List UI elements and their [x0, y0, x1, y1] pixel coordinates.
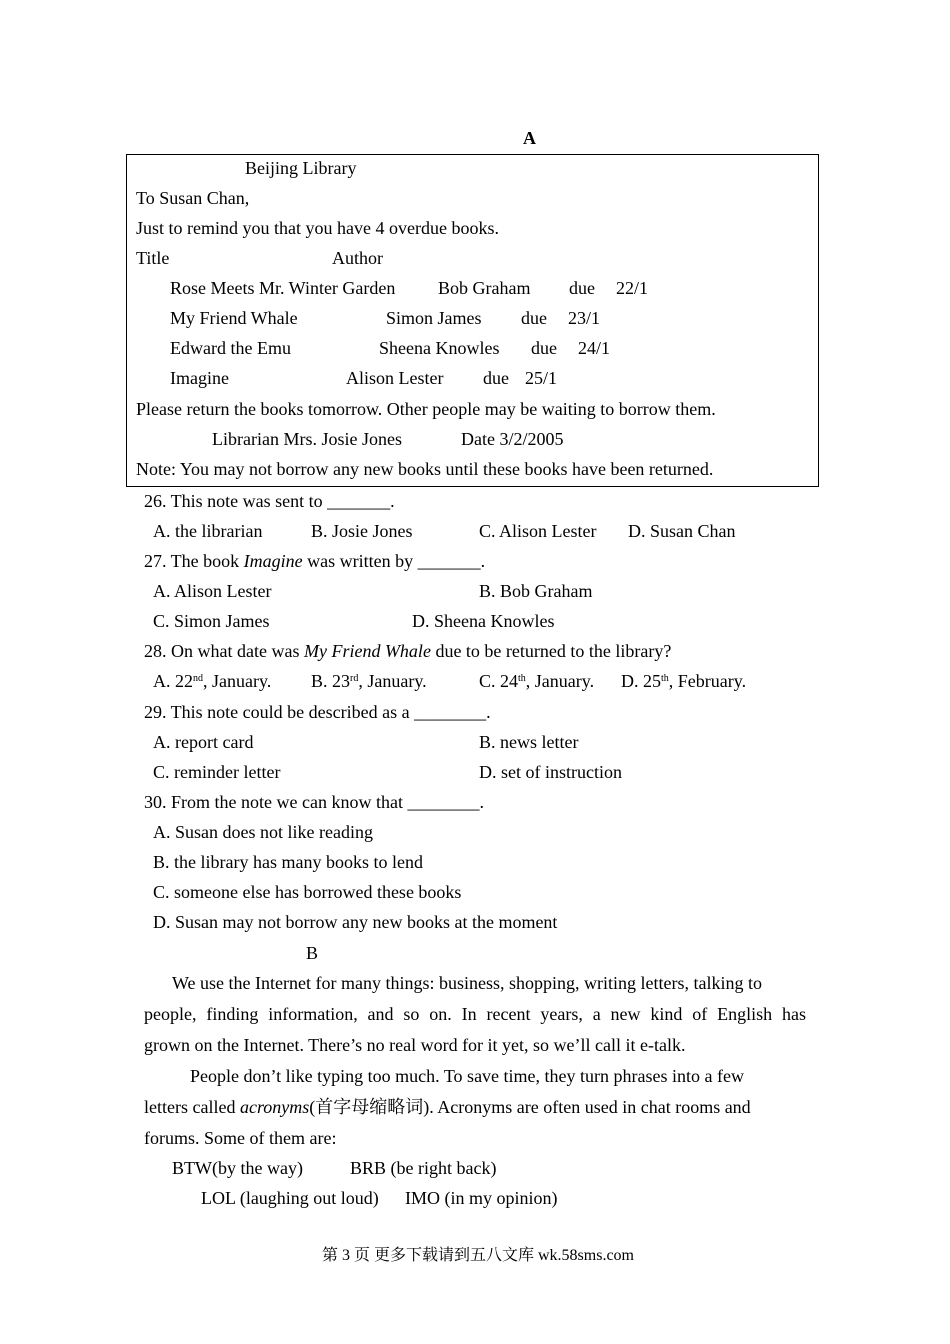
question-28: 28. On what date was My Friend Whale due to be returned to the library?: [144, 641, 672, 661]
paragraph-1-line-1: We use the Internet for many things: business, shopping, writing letters, talking to: [172, 973, 762, 993]
book-due-date: 22/1: [616, 278, 649, 298]
question-29: 29. This note could be described as a ________.: [144, 702, 491, 722]
q28-option-d: D. 25th, February.: [621, 671, 747, 691]
q27-option-c: C. Simon James: [153, 611, 270, 631]
book-author: Simon James: [386, 308, 482, 328]
page-footer: 第 3 页 更多下载请到五八文库 wk.58sms.com: [322, 1247, 635, 1264]
book-due-date: 23/1: [568, 308, 601, 328]
q28-option-b: B. 23rd, January.: [311, 671, 427, 691]
due-label: due: [483, 368, 509, 388]
library-name: Beijing Library: [245, 158, 357, 178]
paragraph-2-line-3: forums. Some of them are:: [144, 1128, 337, 1148]
q28-option-a: A. 22nd, January.: [153, 671, 272, 691]
book-author: Bob Graham: [438, 278, 531, 298]
q30-option-d: D. Susan may not borrow any new books at the moment: [153, 912, 558, 932]
book-title: Imagine: [170, 368, 229, 388]
notice-intro: Just to remind you that you have 4 overdue books.: [136, 218, 499, 238]
q28-option-c: C. 24th, January.: [479, 671, 595, 691]
q26-option-d: D. Susan Chan: [628, 521, 736, 541]
column-title: Title: [136, 248, 170, 268]
book-title: My Friend Whale: [170, 308, 298, 328]
q26-option-a: A. the librarian: [153, 521, 263, 541]
question-26: 26. This note was sent to _______.: [144, 491, 395, 511]
acronym-example: LOL (laughing out loud): [201, 1188, 379, 1208]
section-b-heading: B: [306, 943, 319, 963]
section-a-heading: A: [523, 128, 536, 148]
paragraph-1-line-2: people, finding information, and so on. In recent years, a new kind of English has: [144, 1004, 806, 1024]
due-label: due: [531, 338, 557, 358]
paragraph-2-line-1: People don’t like typing too much. To save time, they turn phrases into a few: [190, 1066, 744, 1086]
book-title: Rose Meets Mr. Winter Garden: [170, 278, 396, 298]
q27-book-title: Imagine: [243, 551, 303, 571]
q29-option-b: B. news letter: [479, 732, 579, 752]
due-label: due: [569, 278, 595, 298]
notice-note: Note: You may not borrow any new books until these books have been returned.: [136, 459, 714, 479]
q26-option-c: C. Alison Lester: [479, 521, 597, 541]
q30-option-b: B. the library has many books to lend: [153, 852, 423, 872]
q30-option-c: C. someone else has borrowed these books: [153, 882, 462, 902]
book-due-date: 24/1: [578, 338, 611, 358]
book-author: Alison Lester: [346, 368, 444, 388]
q27-option-b: B. Bob Graham: [479, 581, 593, 601]
book-author: Sheena Knowles: [379, 338, 500, 358]
due-label: due: [521, 308, 547, 328]
paragraph-1-line-3: grown on the Internet. There’s no real word for it yet, so we’ll call it e-talk.: [144, 1035, 686, 1055]
book-due-date: 25/1: [525, 368, 558, 388]
q27-option-d: D. Sheena Knowles: [412, 611, 555, 631]
question-30: 30. From the note we can know that ________.: [144, 792, 484, 812]
column-author: Author: [332, 248, 383, 268]
q30-option-a: A. Susan does not like reading: [153, 822, 373, 842]
greeting: To Susan Chan,: [136, 188, 250, 208]
q29-option-d: D. set of instruction: [479, 762, 622, 782]
paragraph-2-line-2: letters called acronyms(首字母缩略词). Acronyms are often used in chat rooms and: [144, 1097, 751, 1117]
q28-book-title: My Friend Whale: [303, 641, 431, 661]
acronym-example: BTW(by the way): [172, 1158, 303, 1178]
question-27: 27. The book Imagine was written by _______.: [144, 551, 486, 571]
q29-option-a: A. report card: [153, 732, 254, 752]
q26-option-b: B. Josie Jones: [311, 521, 413, 541]
q29-option-c: C. reminder letter: [153, 762, 281, 782]
acronyms-term: acronyms: [239, 1097, 310, 1117]
acronym-example: BRB (be right back): [350, 1158, 497, 1178]
q27-option-a: A. Alison Lester: [153, 581, 272, 601]
librarian-signature: Librarian Mrs. Josie Jones: [212, 429, 402, 449]
book-title: Edward the Emu: [170, 338, 291, 358]
notice-date: Date 3/2/2005: [461, 429, 564, 449]
acronym-example: IMO (in my opinion): [405, 1188, 558, 1208]
return-request: Please return the books tomorrow. Other people may be waiting to borrow them.: [136, 399, 716, 419]
